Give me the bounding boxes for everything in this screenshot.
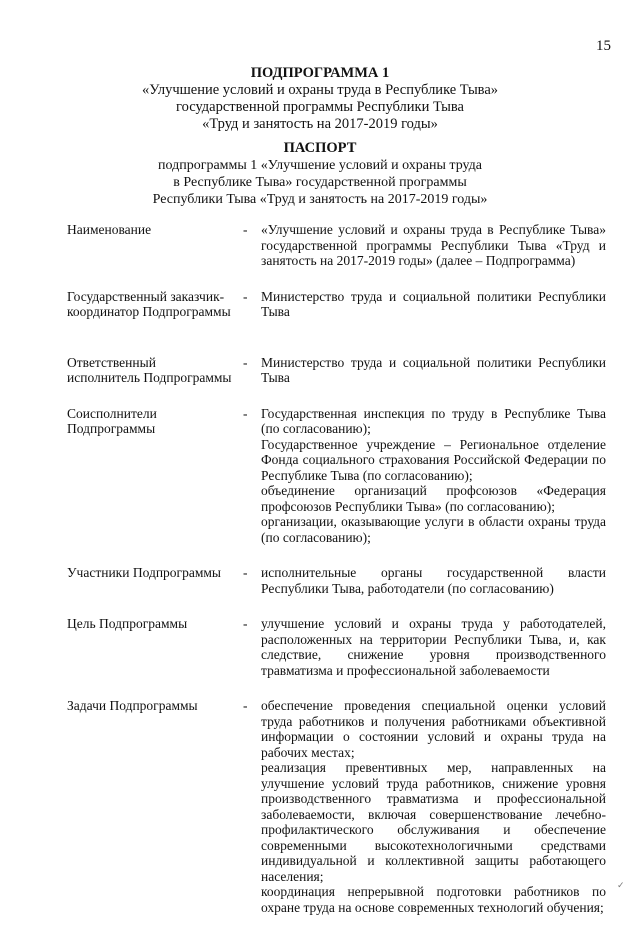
row-label: Государственный заказчик-координатор Подпрограммы bbox=[67, 288, 231, 319]
passport-title-line: Республики Тыва «Труд и занятость на 2017-2019 годы» bbox=[152, 192, 488, 207]
row-value-text: обеспечение проведения специальной оценки условий труда работников и получения работниками объективной информации о состоянии условий и охраны труда на рабочих местах; bbox=[261, 698, 606, 760]
passport-row-executor bbox=[0, 355, 640, 386]
subprogram-title-line: государственной программы Республики Тыва bbox=[176, 99, 464, 115]
row-dash: - bbox=[243, 616, 248, 631]
passport-row-goal bbox=[0, 616, 640, 678]
subprogram-heading bbox=[0, 65, 640, 133]
row-value-text: объединение организаций профсоюзов «Федерация профсоюзов Республики Тыва» (по согласованию); bbox=[261, 483, 606, 514]
passport-heading bbox=[0, 140, 640, 208]
subprogram-title: ПОДПРОГРАММА 1 bbox=[250, 65, 390, 81]
row-label: Наименование bbox=[67, 222, 152, 237]
scan-corner-mark: ✓ bbox=[617, 880, 625, 890]
row-value bbox=[261, 616, 606, 678]
passport-title-line: в Республике Тыва» государственной программы bbox=[173, 175, 467, 190]
row-value-text: Государственное учреждение – Региональное отделение Фонда социального страхования Российской Федерации по Республике Тыва (по согласованию); bbox=[261, 436, 606, 483]
row-dash: - bbox=[243, 354, 248, 370]
passport-row-customer bbox=[0, 289, 640, 335]
row-dash: - bbox=[243, 698, 248, 713]
row-value bbox=[261, 289, 606, 335]
row-value bbox=[261, 406, 606, 546]
row-value-text: организации, оказывающие услуги в области охраны труда (по согласованию); bbox=[261, 514, 606, 545]
row-value-text: Государственная инспекция по труду в Республике Тыва (по согласованию); bbox=[261, 405, 606, 436]
row-dash: - bbox=[243, 405, 248, 421]
row-label: Участники Подпрограммы bbox=[67, 565, 221, 580]
row-label: Цель Подпрограммы bbox=[67, 616, 188, 631]
row-label: Ответственный исполнитель Подпрограммы bbox=[67, 354, 232, 385]
passport-row-name bbox=[0, 222, 640, 269]
passport-row-coexecutors bbox=[0, 406, 640, 546]
row-label: Соисполнители Подпрограммы bbox=[67, 405, 157, 436]
passport-table bbox=[0, 222, 640, 935]
row-value bbox=[261, 355, 606, 386]
subprogram-title-line: «Труд и занятость на 2017-2019 годы» bbox=[202, 116, 438, 132]
row-value-text: Министерство труда и социальной политики Республики Тыва bbox=[261, 354, 606, 385]
subprogram-title-line: «Улучшение условий и охраны труда в Республике Тыва» bbox=[141, 82, 499, 98]
row-value bbox=[261, 698, 606, 915]
row-value bbox=[261, 565, 606, 596]
page-number: 15 bbox=[596, 38, 611, 54]
row-dash: - bbox=[243, 565, 248, 580]
row-dash: - bbox=[243, 288, 248, 304]
row-value-text: координация непрерывной подготовки работников по охране труда на основе современных технологий обучения; bbox=[261, 884, 606, 915]
passport-title-line: подпрограммы 1 «Улучшение условий и охраны труда bbox=[158, 158, 482, 173]
row-value-text: Министерство труда и социальной политики Республики Тыва bbox=[261, 288, 606, 319]
passport-row-participants bbox=[0, 565, 640, 596]
passport-row-tasks bbox=[0, 698, 640, 915]
passport-title: ПАСПОРТ bbox=[283, 140, 357, 156]
row-value-text: улучшение условий и охраны труда у работодателей, расположенных на территории Республики Тыва, и, как следствие, снижение уровня производственного травматизма и профессиональной заболеваемости bbox=[261, 616, 606, 678]
row-label: Задачи Подпрограммы bbox=[67, 698, 198, 713]
row-value-text: «Улучшение условий и охраны труда в Республике Тыва» государственной программы Республики Тыва «Труд и занятость на 2017-2019 годы» (далее – Подпрограмма) bbox=[261, 222, 606, 268]
row-value-text: реализация превентивных мер, направленных на улучшение условий труда работников, снижение уровня производственного травматизма и профессиональной заболеваемости, включая совершенствование лечебно-профилактического обслуживания и обеспечение современными высокотехнологичными средствами индивидуальной и коллективной защиты работающего населения; bbox=[261, 760, 606, 884]
row-value bbox=[261, 222, 606, 269]
row-value-text: исполнительные органы государственной власти Республики Тыва, работодатели (по согласованию) bbox=[261, 565, 606, 596]
row-dash: - bbox=[243, 222, 248, 237]
